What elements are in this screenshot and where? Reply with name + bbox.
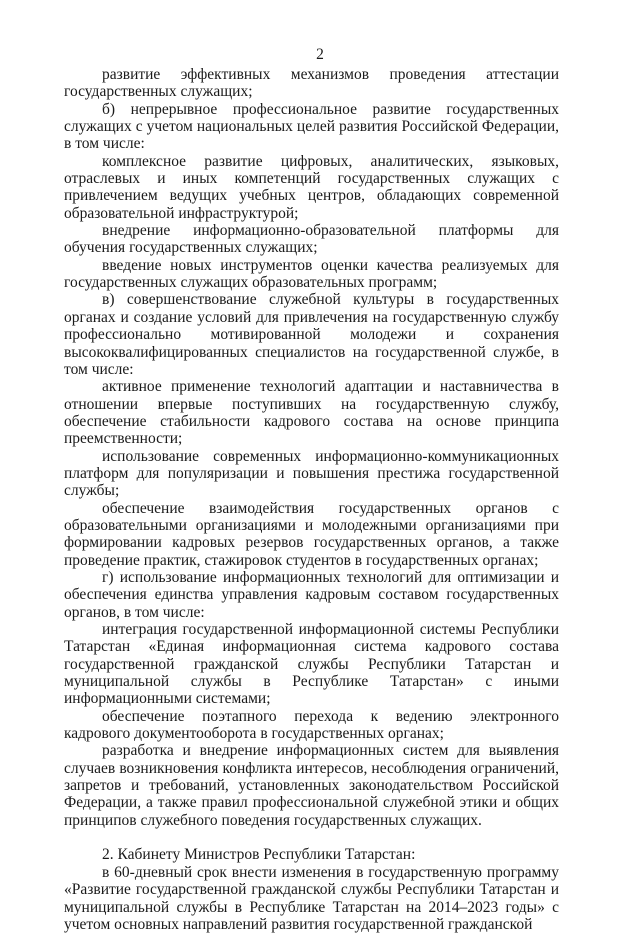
paragraph-integration: интеграция государственной информационной системы Республики Татарстан «Единая информационная система кадрового состава государственной гражданской службы Республики Татарстан и муниципальной службы в Республике Татарстан» с иными информационными системами; <box>64 621 559 708</box>
paragraph-quality-assessment: введение новых инструментов оценки качества реализуемых для государственных служащих образовательных программ; <box>64 256 559 292</box>
page-number: 2 <box>316 46 324 63</box>
paragraph-electronic-docflow: обеспечение поэтапного перехода к ведению электронного кадрового документооборота в государственных органах; <box>64 707 559 743</box>
paragraph-item-b: б) непрерывное профессиональное развитие государственных служащих с учетом национальных целей развития Российской Федерации, в том числе: <box>64 100 559 153</box>
paragraph-education-platform: внедрение информационно-образовательной платформы для обучения государственных служащих; <box>64 222 559 257</box>
paragraph-conflict-systems: разработка и внедрение информационных систем для выявления случаев возникновения конфликта интересов, несоблюдения ограничений, запретов и требований, установленных законодательством Российской Федерации, а также правил профессиональной служебной этики и общих принципов служебного поведения государственных служащих. <box>64 742 559 829</box>
paragraph-item-g: г) использование информационных технологий для оптимизации и обеспечения единства управления кадровым составом государственных органов, в том числе: <box>64 568 559 621</box>
paragraph-item-v: в) совершенствование служебной культуры в государственных органах и создание условий для привлечения на государственную службу профессионально мотивированной молодежи и сохранения высококвалифицированных специалистов на государственной службе, в том числе: <box>64 291 559 378</box>
paragraph-attestation: развитие эффективных механизмов проведения аттестации государственных служащих; <box>64 66 559 101</box>
paragraph-interaction: обеспечение взаимодействия государственных органов с образовательными организациями и молодежными организациями при формировании кадровых резервов государственных органов, а также проведение практик, стажировок студентов в государственных органах; <box>64 499 559 569</box>
paragraph-mentoring: активное применение технологий адаптации и наставничества в отношении впервые поступивших на государственную службу, обеспечение стабильности кадрового состава на основе принципа преемственности; <box>64 378 559 448</box>
paragraph-competencies: комплексное развитие цифровых, аналитических, языковых, отраслевых и иных компетенций государственных служащих с привлечением ведущих учебных центров, обладающих современной образовательной инфраструктурой; <box>64 152 559 222</box>
section-spacer <box>64 829 559 846</box>
section-2-heading: 2. Кабинету Министров Республики Татарстан: <box>102 846 416 864</box>
document-body <box>64 66 559 933</box>
paragraph-ict-platforms: использование современных информационно-коммуникационных платформ для популяризации и повышения престижа государственной службы; <box>64 447 559 500</box>
section-2-text: в 60-дневный срок внести изменения в государственную программу «Развитие государственной гражданской службы Республики Татарстан и муниципальной службы в Республике Татарстан на 2014–2023 годы» с учетом основных направлений развития государственной гражданской <box>64 863 559 933</box>
